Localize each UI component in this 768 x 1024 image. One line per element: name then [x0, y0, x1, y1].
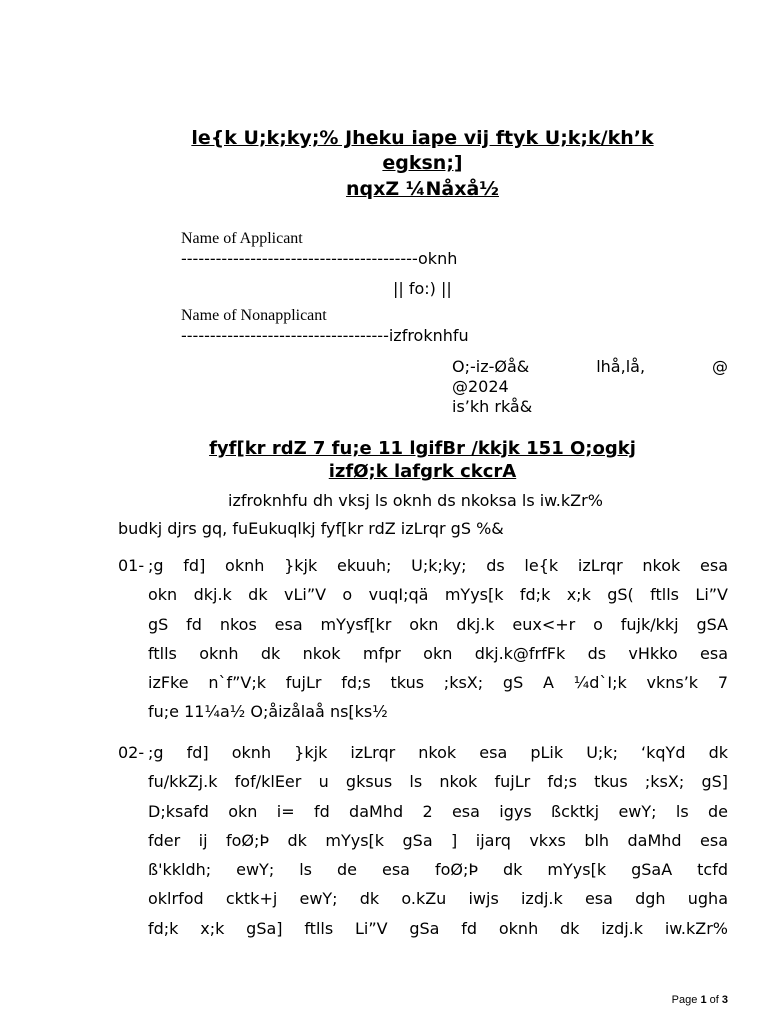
- paragraph-line: izFke n`f”V;k fujLr fd;s tkus ;ksX; gS A ¼d`I;k vkns’k 7: [148, 673, 728, 693]
- page-word: Page: [671, 994, 698, 1006]
- court-title-line3: nqxZ ¼Nåxå½: [346, 178, 499, 200]
- case-year: @2024: [452, 377, 509, 396]
- paragraph-line: D;ksafd okn i= fd daMhd 2 esa igys ßcktkj ewY; ls de: [148, 801, 728, 821]
- case-class: lhå,lå,: [596, 357, 646, 376]
- paragraph-line: ;g fd] oknh }kjk ekuuh; U;k;ky; ds le{k izLrqr nkok esa: [148, 556, 728, 575]
- case-info-block: [452, 357, 728, 417]
- versus-text: || fo:) ||: [393, 279, 452, 298]
- paragraph-line: gS fd nkos esa mYysf[kr okn dkj.k eux<+r o fujk/kkj gSA: [148, 614, 728, 634]
- paragraph-line: okn dkj.k dk vLi”V o vuqI;qä mYys[k fd;k x;k gS( ftlls Li”V: [148, 585, 728, 605]
- paragraph-line: ;g fd] oknh }kjk izLrqr nkok esa pLik U;k; ‘kqYd dk: [148, 743, 728, 762]
- paragraph-number: 01-: [118, 556, 145, 575]
- document-heading-line1: fyf[kr rdZ 7 fu;e 11 lgifBr /kkjk 151 O;ogkj: [209, 438, 636, 459]
- page-total: 3: [721, 994, 728, 1006]
- applicant-line: -----------------------------------------oknh: [181, 249, 458, 268]
- paragraph-line: fd;k x;k gSa] ftlls Li”V gSa fd oknh dk izdj.k iw.kZr%: [148, 918, 728, 938]
- court-title-line2: egksn;]: [382, 152, 463, 174]
- case-type: O;-iz-Øå&: [452, 357, 530, 376]
- paragraph-line: ftlls oknh dk nkok mfpr okn dkj.k@frfFk ds vHkko esa: [148, 643, 728, 663]
- paragraph-02: [118, 738, 728, 943]
- court-title-line1: le{k U;k;ky;% Jheku iape vij ftyk U;k;k/kh’k: [191, 127, 654, 149]
- nonapplicant-line: ------------------------------------izfroknhfu: [181, 326, 469, 345]
- nonapplicant-label: Name of Nonapplicant: [181, 307, 327, 324]
- paragraph-line: fu;e 11¼a½ O;åizålaå ns[ks½: [148, 702, 388, 722]
- page-footer: [672, 994, 728, 1006]
- hearing-date: is’kh rkå&: [452, 397, 533, 416]
- intro-line1: izfroknhfu dh vksj ls oknh ds nkoksa ls iw.kZr%: [228, 491, 603, 510]
- paragraph-line: fu/kkZj.k fof/klEer u gksus ls nkok fujLr fd;s tkus ;ksX; gS]: [148, 772, 728, 792]
- case-separator: @: [712, 357, 728, 376]
- paragraph-line: fder ij foØ;Þ dk mYys[k gSa ] ijarq vkxs blh daMhd esa: [148, 830, 728, 850]
- applicant-label: Name of Applicant: [181, 230, 303, 247]
- paragraph-number: 02-: [118, 743, 145, 762]
- paragraph-line: ß'kkldh; ewY; ls de esa foØ;Þ dk mYys[k gSaA tcfd: [148, 860, 728, 880]
- paragraph-line: oklrfod cktk+j ewY; dk o.kZu iwjs izdj.k esa dgh ugha: [148, 889, 728, 909]
- page-current: 1: [700, 994, 707, 1006]
- intro-line2: budkj djrs gq, fuEukuqlkj fyf[kr rdZ izLrqr gS %&: [118, 519, 504, 538]
- paragraph-01: [118, 551, 728, 727]
- of-word: of: [709, 994, 719, 1006]
- document-heading-line2: izfØ;k lafgrk ckcrA: [328, 461, 517, 482]
- case-number-row: [452, 357, 728, 377]
